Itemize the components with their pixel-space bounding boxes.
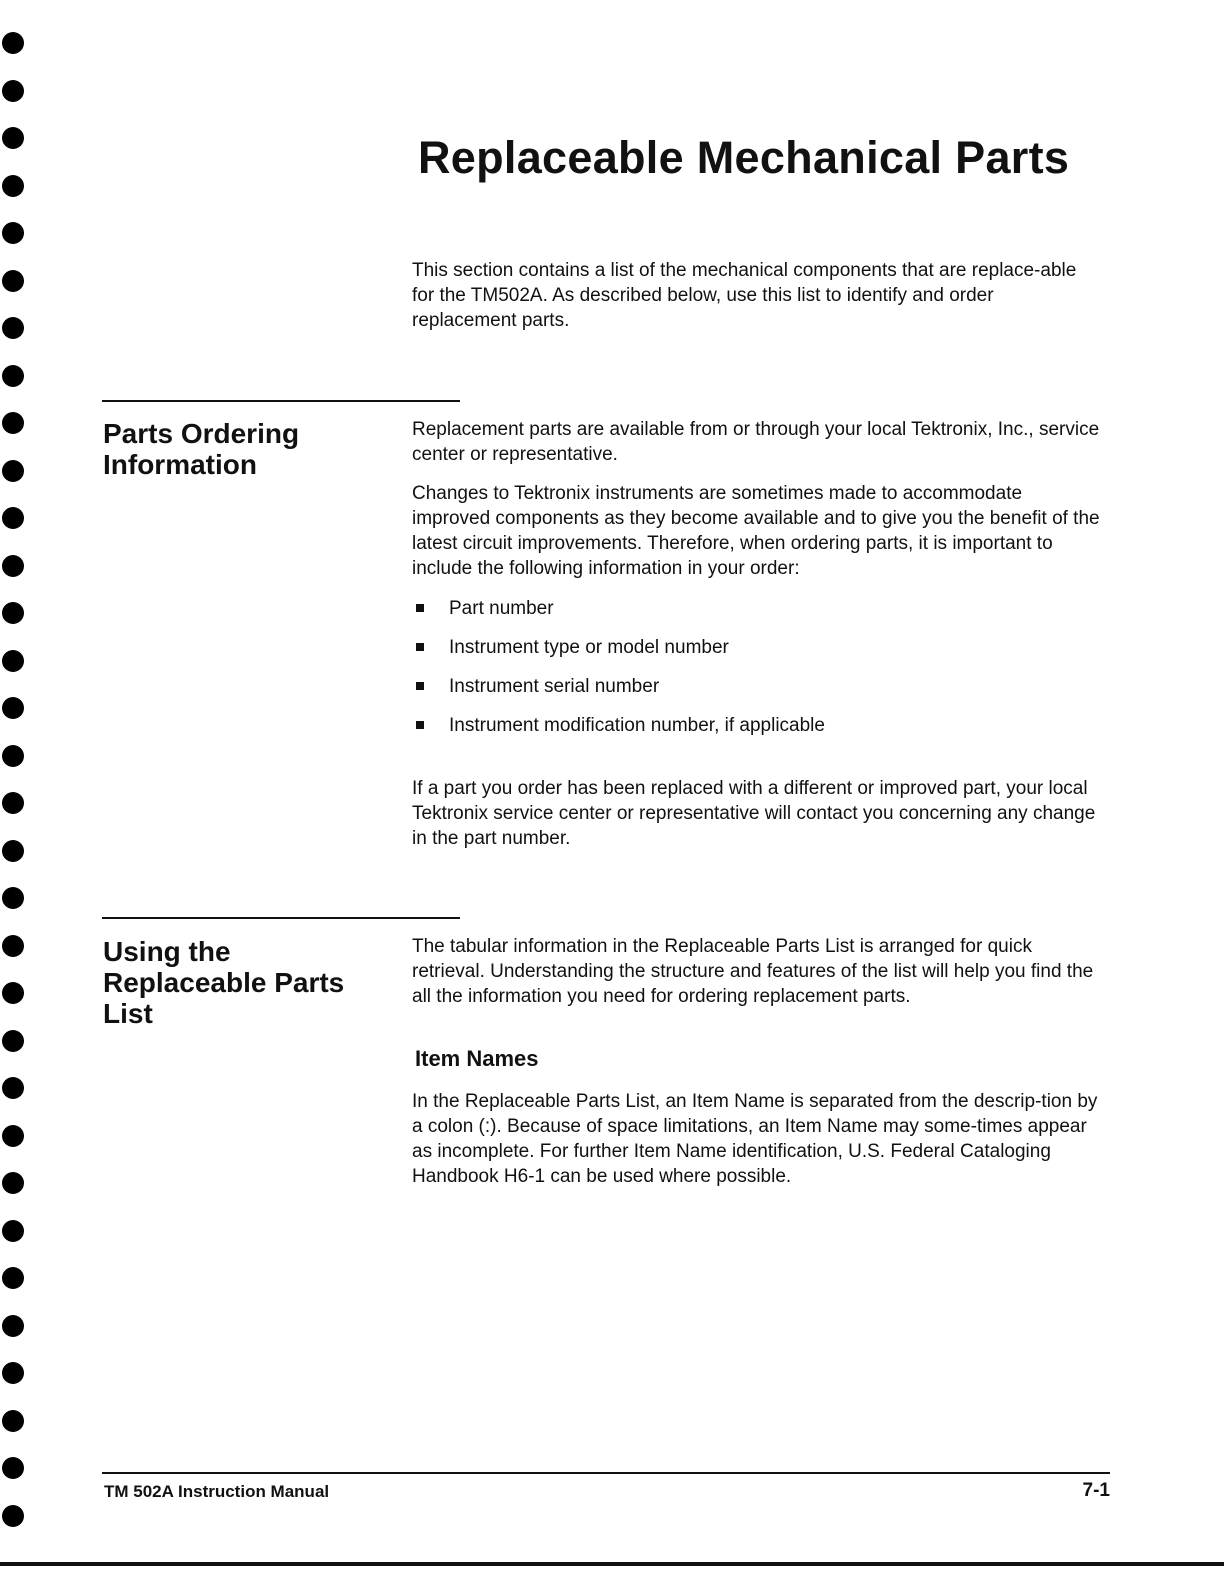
footer-manual-title: TM 502A Instruction Manual	[104, 1482, 330, 1501]
bullet-icon	[416, 682, 424, 690]
using-paragraph-1: The tabular information in the Replaceable Parts List is arranged for quick retrieval. Understanding the structure and features of the list will help you find the all the information you need for ordering replacement parts.	[412, 936, 1094, 1007]
binder-hole	[2, 792, 24, 814]
section-divider	[102, 400, 460, 402]
item-names-heading: Item Names	[415, 1046, 539, 1071]
binder-hole	[2, 412, 24, 434]
heading-line: Replaceable Parts	[103, 967, 345, 998]
using-paragraph-2: In the Replaceable Parts List, an Item Name is separated from the descrip-tion by a colon (:). Because of space limitations, an Item Name may some-times appear as incomplete. For further Item Name identification, U.S. Federal Cataloging Handbook H6-1 can be used where possible.	[412, 1091, 1098, 1187]
binder-hole	[2, 650, 24, 672]
heading-line: Using the	[103, 936, 231, 967]
binder-hole	[2, 745, 24, 767]
binder-hole	[2, 175, 24, 197]
footer-divider	[102, 1472, 1110, 1474]
binder-hole	[2, 1125, 24, 1147]
heading-line: Parts Ordering	[103, 418, 300, 449]
binder-hole	[2, 507, 24, 529]
binder-hole	[2, 460, 24, 482]
binder-hole	[2, 840, 24, 862]
section-heading-ordering	[103, 418, 403, 480]
list-item-text: Part number	[449, 598, 554, 619]
binder-hole	[2, 602, 24, 624]
heading-line: Information	[103, 449, 257, 480]
heading-line: List	[103, 998, 153, 1029]
binder-hole	[2, 1030, 24, 1052]
list-item	[414, 635, 825, 674]
binder-hole	[2, 887, 24, 909]
page-bottom-edge	[0, 1562, 1224, 1566]
binder-hole	[2, 365, 24, 387]
binder-hole	[2, 1315, 24, 1337]
page-number: 7-1	[1082, 1480, 1110, 1501]
binder-hole	[2, 222, 24, 244]
list-item-text: Instrument serial number	[449, 676, 660, 697]
binder-holes	[0, 0, 30, 1582]
binder-hole	[2, 317, 24, 339]
binder-hole	[2, 1077, 24, 1099]
binder-hole	[2, 1457, 24, 1479]
binder-hole	[2, 935, 24, 957]
binder-hole	[2, 1267, 24, 1289]
list-item-text: Instrument type or model number	[449, 637, 729, 658]
bullet-icon	[416, 721, 424, 729]
binder-hole	[2, 32, 24, 54]
bullet-icon	[416, 643, 424, 651]
section-heading-using	[103, 936, 403, 1029]
ordering-paragraph-3: If a part you order has been replaced with a different or improved part, your local Tektronix service center or representative will contact you concerning any change in the part number.	[412, 778, 1096, 849]
binder-hole	[2, 1220, 24, 1242]
binder-hole	[2, 127, 24, 149]
binder-hole	[2, 1410, 24, 1432]
page-title: Replaceable Mechanical Parts	[418, 132, 1070, 183]
binder-hole	[2, 555, 24, 577]
binder-hole	[2, 1505, 24, 1527]
binder-hole	[2, 80, 24, 102]
list-item	[414, 713, 825, 752]
ordering-paragraph-2: Changes to Tektronix instruments are sometimes made to accommodate improved components as they become available and to give you the benefit of the latest circuit improvements. Therefore, when ordering parts, it is important to include the following information in your order:	[412, 483, 1100, 579]
bullet-icon	[416, 604, 424, 612]
binder-hole	[2, 1362, 24, 1384]
binder-hole	[2, 1172, 24, 1194]
list-item-text: Instrument modification number, if applicable	[449, 715, 825, 736]
binder-hole	[2, 697, 24, 719]
binder-hole	[2, 982, 24, 1004]
ordering-paragraph-1: Replacement parts are available from or through your local Tektronix, Inc., service center or representative.	[412, 419, 1100, 465]
section-divider	[102, 917, 460, 919]
list-item	[414, 674, 825, 713]
binder-hole	[2, 270, 24, 292]
list-item	[414, 596, 825, 635]
intro-paragraph: This section contains a list of the mechanical components that are replace-able for the TM502A. As described below, use this list to identify and order replacement parts.	[412, 260, 1077, 331]
ordering-info-list	[414, 596, 825, 752]
